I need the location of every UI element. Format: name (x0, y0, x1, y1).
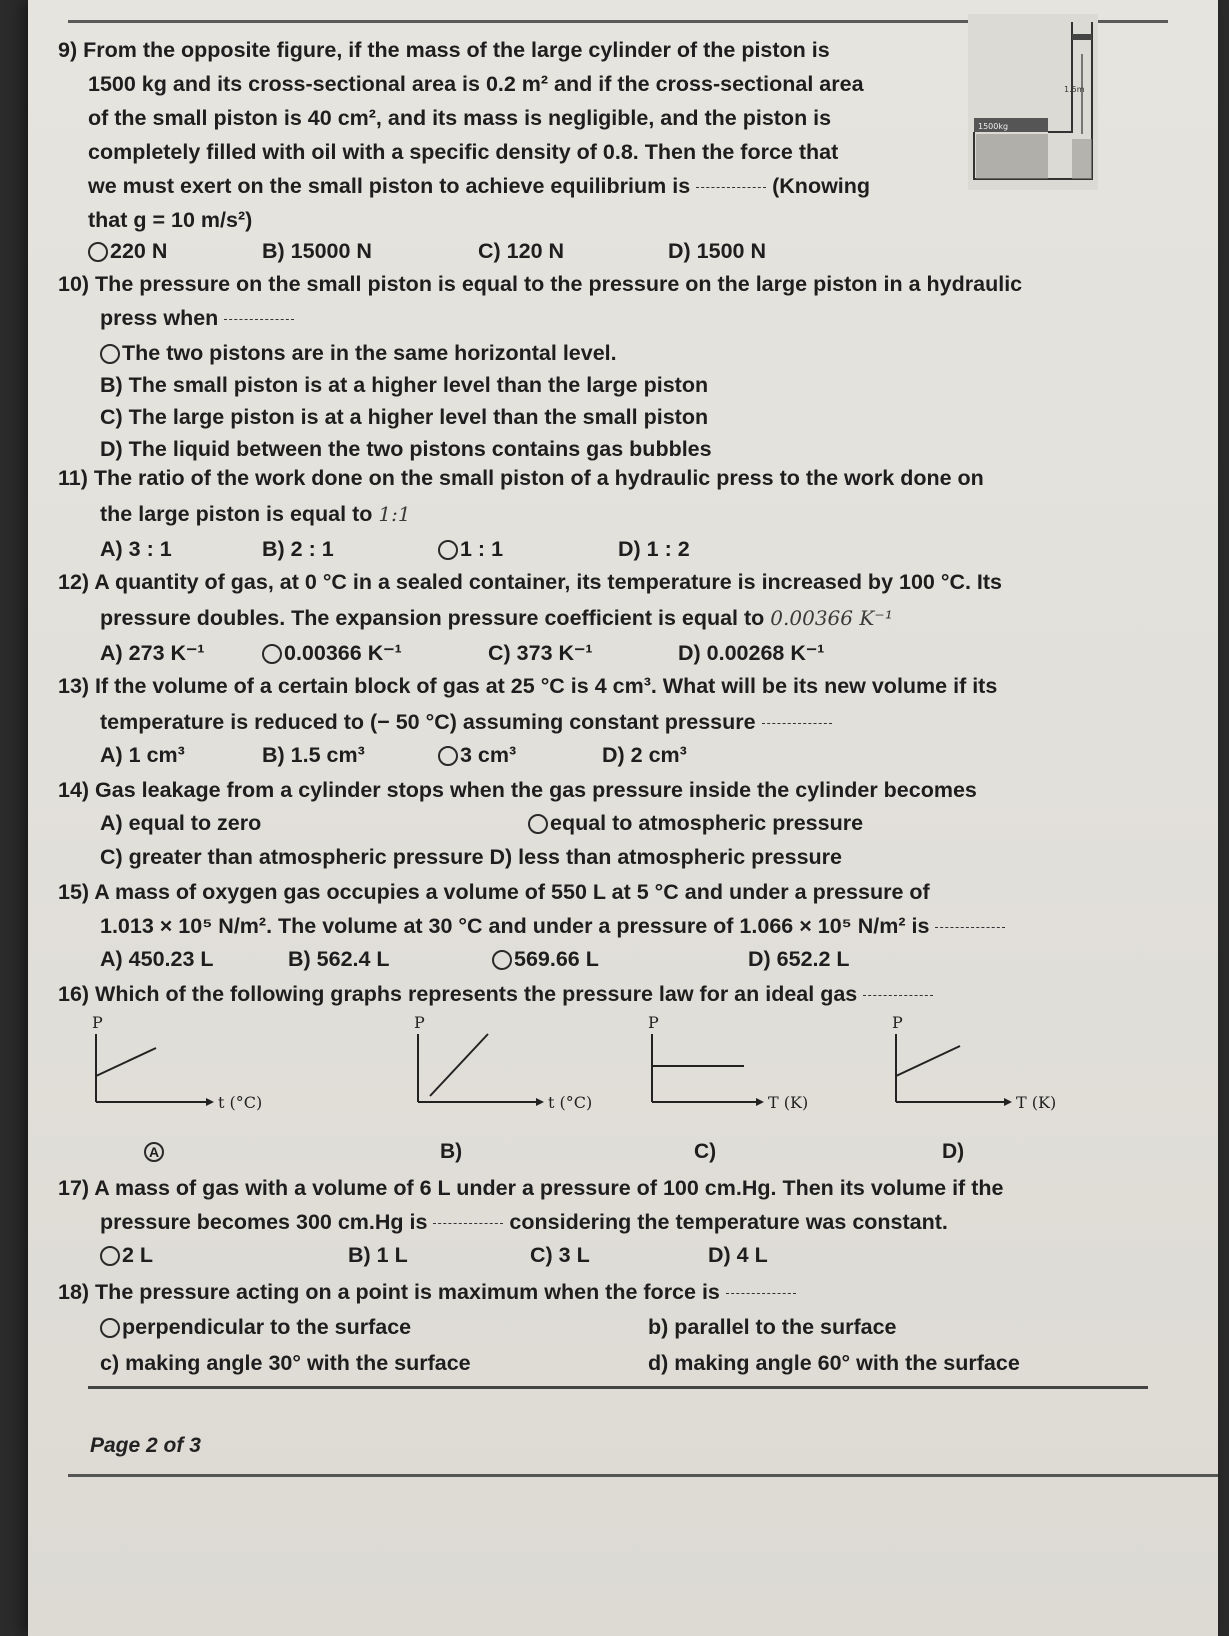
q17-option-c[interactable]: C) 3 L (530, 1243, 590, 1267)
answer-circle (528, 814, 548, 834)
q9-option-c[interactable]: C) 120 N (478, 239, 565, 263)
q13-option-c[interactable] (438, 740, 516, 770)
q10-option-a[interactable] (100, 338, 617, 368)
graph-b-label[interactable]: B) (440, 1140, 463, 1163)
q18-option-c[interactable]: c) making angle 30° with the surface (100, 1351, 471, 1375)
graph-c[interactable] (638, 1010, 838, 1125)
q10-line-2 (100, 302, 294, 334)
q11-option-b[interactable]: B) 2 : 1 (262, 537, 334, 561)
q10-option-a-label: The two pistons are in the same horizontal level. (122, 341, 617, 365)
q10-line-1: 10) The pressure on the small piston is equal to the pressure on the large piston in a hydraulic (58, 272, 1023, 296)
figure-height-label: 1.5m (1064, 85, 1085, 94)
q13-option-b[interactable]: B) 1.5 cm³ (262, 743, 365, 767)
answer-circle (438, 746, 458, 766)
q15-option-c[interactable] (492, 944, 599, 974)
answer-circle (262, 644, 282, 664)
graph-d-p-label: P (892, 1013, 903, 1032)
exam-page (28, 0, 1218, 1636)
answer-circle (438, 540, 458, 560)
q18-line-1-text: 18) The pressure acting on a point is maximum when the force is (58, 1280, 720, 1304)
answer-circle (100, 1246, 120, 1266)
q18-option-d[interactable]: d) making angle 60° with the surface (648, 1351, 1020, 1375)
q10-option-c[interactable]: C) The large piston is at a higher level than the small piston (100, 405, 709, 429)
q14-option-cd[interactable]: C) greater than atmospheric pressure D) less than atmospheric pressure (100, 845, 842, 869)
q11-option-d[interactable]: D) 1 : 2 (618, 537, 690, 561)
q17-option-a-label: 2 L (122, 1243, 154, 1267)
graph-a[interactable] (88, 1010, 288, 1125)
graph-b-x-label: t (°C) (548, 1093, 593, 1112)
q13-line-2-text: temperature is reduced to (− 50 °C) assuming constant pressure (100, 710, 756, 734)
bottom-rule (68, 1474, 1218, 1477)
q13-option-c-label: 3 cm³ (460, 743, 517, 767)
q14-option-a[interactable]: A) equal to zero (100, 811, 262, 835)
graph-a-letter: A (148, 1144, 160, 1161)
q9-option-a[interactable] (88, 236, 167, 266)
q11-option-a[interactable]: A) 3 : 1 (100, 537, 172, 561)
q12-option-d[interactable]: D) 0.00268 K⁻¹ (678, 641, 825, 665)
answer-blank (762, 722, 832, 724)
graph-d-label[interactable]: D) (942, 1140, 965, 1163)
handwritten-answer: 1:1 (378, 502, 411, 526)
q15-option-a[interactable]: A) 450.23 L (100, 947, 214, 971)
q12-line-1: 12) A quantity of gas, at 0 °C in a sealed container, its temperature is increased by 100 °C. Its (58, 570, 1003, 594)
q17-line-2 (100, 1206, 948, 1238)
q11-line-2 (100, 498, 411, 530)
q9-line-6: that g = 10 m/s²) (88, 208, 253, 232)
q15-option-b[interactable]: B) 562.4 L (288, 947, 390, 971)
q10-option-b[interactable]: B) The small piston is at a higher level than the large piston (100, 373, 709, 397)
graph-a-x-label: t (°C) (218, 1093, 263, 1112)
q14-option-b-label: equal to atmospheric pressure (550, 811, 864, 835)
handwritten-answer: 0.00366 K⁻¹ (770, 606, 893, 630)
q9-line-5-tail: (Knowing (772, 174, 871, 198)
q11-option-c[interactable] (438, 534, 503, 564)
graph-a-p-label: P (92, 1013, 103, 1032)
q10-option-d[interactable]: D) The liquid between the two pistons contains gas bubbles (100, 437, 712, 461)
answer-circle (88, 242, 108, 262)
q17-option-d[interactable]: D) 4 L (708, 1243, 768, 1267)
q13-option-a[interactable]: A) 1 cm³ (100, 743, 185, 767)
q14-option-b[interactable] (528, 808, 863, 838)
q12-option-b[interactable] (262, 638, 402, 668)
page-number: Page 2 of 3 (90, 1434, 201, 1457)
graph-c-x-label: T (K) (768, 1093, 809, 1112)
q13-line-1: 13) If the volume of a certain block of gas at 25 °C is 4 cm³. What will be its new volume if its (58, 674, 998, 698)
graph-b-p-label: P (414, 1013, 425, 1032)
answer-blank (863, 994, 933, 996)
q13-line-2 (100, 706, 832, 738)
q18-option-b[interactable]: b) parallel to the surface (648, 1315, 897, 1339)
q18-option-a[interactable] (100, 1312, 411, 1342)
q17-line-2-tail: considering the temperature was constant. (509, 1210, 948, 1234)
q15-line-2-text: 1.013 × 10⁵ N/m². The volume at 30 °C and under a pressure of 1.066 × 10⁵ N/m² is (100, 914, 930, 938)
q17-option-a[interactable] (100, 1240, 153, 1270)
q11-option-c-label: 1 : 1 (460, 537, 504, 561)
q9-option-d[interactable]: D) 1500 N (668, 239, 766, 263)
q10-line-2-text: press when (100, 306, 219, 330)
q9-line-1: 9) From the opposite figure, if the mass of the large cylinder of the piston is (58, 38, 830, 62)
graph-c-p-label: P (648, 1013, 659, 1032)
answer-blank (726, 1292, 796, 1294)
answer-circle (144, 1142, 164, 1162)
answer-blank (696, 186, 766, 188)
q11-line-2-text: the large piston is equal to (100, 502, 373, 526)
q14-line-1: 14) Gas leakage from a cylinder stops when the gas pressure inside the cylinder becomes (58, 778, 977, 802)
graph-a-label[interactable] (144, 1140, 166, 1164)
q18-option-a-label: perpendicular to the surface (122, 1315, 412, 1339)
hydraulic-press-figure (968, 14, 1098, 190)
answer-blank (224, 318, 294, 320)
q17-option-b[interactable]: B) 1 L (348, 1243, 408, 1267)
q9-line-5-text: we must exert on the small piston to achieve equilibrium is (88, 174, 691, 198)
graph-b[interactable] (408, 1010, 608, 1125)
q9-line-4: completely filled with oil with a specific density of 0.8. Then the force that (88, 140, 839, 164)
q15-line-1: 15) A mass of oxygen gas occupies a volume of 550 L at 5 °C and under a pressure of (58, 880, 930, 904)
q12-line-2 (100, 602, 893, 634)
q15-line-2 (100, 910, 1005, 942)
answer-blank (433, 1222, 503, 1224)
q15-option-d[interactable]: D) 652.2 L (748, 947, 850, 971)
section-rule (88, 1386, 1148, 1389)
q18-line-1 (58, 1276, 796, 1308)
q9-option-b[interactable]: B) 15000 N (262, 239, 372, 263)
q12-line-2-text: pressure doubles. The expansion pressure coefficient is equal to (100, 606, 765, 630)
graph-d[interactable] (888, 1010, 1088, 1125)
q9-line-5 (88, 170, 870, 202)
answer-circle (100, 344, 120, 364)
answer-blank (935, 926, 1005, 928)
q12-option-b-label: 0.00366 K⁻¹ (284, 641, 402, 665)
q17-line-1: 17) A mass of gas with a volume of 6 L under a pressure of 100 cm.Hg. Then its volume if the (58, 1176, 1004, 1200)
q12-option-a[interactable]: A) 273 K⁻¹ (100, 641, 205, 665)
q9-line-3: of the small piston is 40 cm², and its mass is negligible, and the piston is (88, 106, 832, 130)
q16-line-1-text: 16) Which of the following graphs represents the pressure law for an ideal gas (58, 982, 858, 1006)
q9-line-2: 1500 kg and its cross-sectional area is 0.2 m² and if the cross-sectional area (88, 72, 864, 96)
figure-mass-label: 1500kg (978, 122, 1009, 131)
q13-option-d[interactable]: D) 2 cm³ (602, 743, 687, 767)
q12-option-c[interactable]: C) 373 K⁻¹ (488, 641, 593, 665)
q9-option-a-label: 220 N (110, 239, 168, 263)
q15-option-c-label: 569.66 L (514, 947, 599, 971)
q16-line-1 (58, 978, 933, 1010)
answer-circle (492, 950, 512, 970)
graph-d-x-label: T (K) (1016, 1093, 1057, 1112)
graph-c-label[interactable]: C) (694, 1140, 717, 1163)
q17-line-2-text: pressure becomes 300 cm.Hg is (100, 1210, 428, 1234)
q11-line-1: 11) The ratio of the work done on the small piston of a hydraulic press to the work done on (58, 466, 984, 490)
answer-circle (100, 1318, 120, 1338)
